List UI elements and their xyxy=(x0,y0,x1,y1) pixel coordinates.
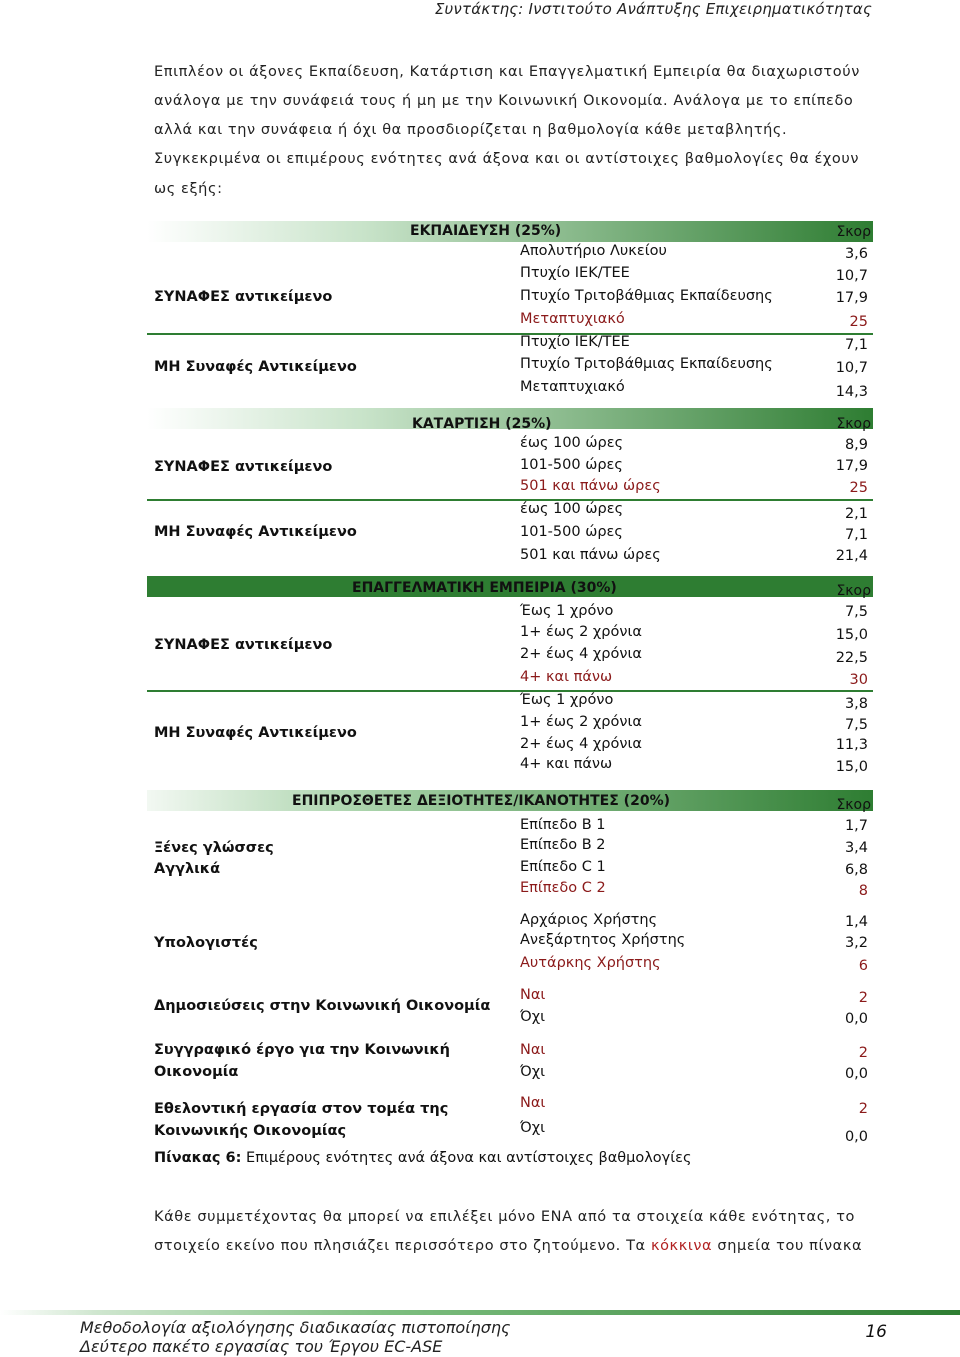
option-label-highlight: Ναι xyxy=(520,1042,546,1058)
computers-label: Υπολογιστές xyxy=(154,935,258,951)
writing-label: Συγγραφικό έργο για την Κοινωνική xyxy=(154,1042,450,1058)
score-value-highlight: 25 xyxy=(849,480,868,496)
option-label: 2+ έως 4 χρόνια xyxy=(520,736,642,752)
intro-line: Συγκεκριμένα οι επιμέρους ενότητες ανά άξονα και οι αντίστοιχες βαθμολογίες θα έχουν xyxy=(154,151,860,167)
languages-label: Ξένες γλώσσες xyxy=(154,840,274,856)
score-value-highlight: 30 xyxy=(849,672,868,688)
volunteer-label: Εθελοντική εργασία στον τομέα της xyxy=(154,1101,449,1117)
skor-label: Σκορ xyxy=(836,583,871,599)
option-label: 101-500 ώρες xyxy=(520,457,623,473)
intro-line: ανάλογα με την συνάφειά τους ή μη με την Κοινωνική Οικονομία. Ανάλογα με το επίπεδο xyxy=(154,93,854,109)
education-title: ΕΚΠΑΙΔΕΥΣΗ (25%) xyxy=(410,223,562,239)
footer-subtitle: Δεύτερο πακέτο εργασίας του Έργου EC-ASE xyxy=(80,1337,443,1356)
option-label: Απολυτήριο Λυκείου xyxy=(520,243,667,259)
score-value-highlight: 2 xyxy=(858,990,868,1006)
score-value: 10,7 xyxy=(835,268,868,284)
score-value: 6,8 xyxy=(844,862,868,878)
related-subject-label: ΣΥΝΑΦΕΣ αντικείμενο xyxy=(154,459,333,475)
score-value: 14,3 xyxy=(835,384,868,400)
option-label: Μεταπτυχιακό xyxy=(520,379,625,395)
score-value: 11,3 xyxy=(835,737,868,753)
intro-line: Επιπλέον οι άξονες Εκπαίδευση, Κατάρτιση και Επαγγελματική Εμπειρία θα διαχωριστούν xyxy=(154,64,860,80)
outro-text: στοιχείο εκείνο που πλησιάζει περισσότερο στο ζητούμενο. Τα xyxy=(154,1238,651,1254)
option-label: Επίπεδο C 1 xyxy=(520,859,606,875)
group-divider xyxy=(147,499,873,501)
option-label: 2+ έως 4 χρόνια xyxy=(520,646,642,662)
education-header-band xyxy=(147,221,873,242)
skor-label: Σκορ xyxy=(836,797,871,813)
english-label: Αγγλικά xyxy=(154,861,221,877)
option-label: Πτυχίο ΙΕΚ/ΤΕΕ xyxy=(520,265,630,281)
option-label: Πτυχίο ΙΕΚ/ΤΕΕ xyxy=(520,334,630,350)
score-value: 7,1 xyxy=(844,337,868,353)
score-value-highlight: 6 xyxy=(858,958,868,974)
writing-label-cont: Οικονομία xyxy=(154,1064,239,1080)
score-value: 17,9 xyxy=(835,290,868,306)
option-label-highlight: Ναι xyxy=(520,987,546,1003)
score-value: 15,0 xyxy=(835,627,868,643)
score-value: 2,1 xyxy=(844,506,868,522)
score-value: 15,0 xyxy=(835,759,868,775)
score-value: 7,5 xyxy=(844,717,868,733)
score-value: 17,9 xyxy=(835,458,868,474)
option-label: Αρχάριος Χρήστης xyxy=(520,912,658,928)
volunteer-label-cont: Κοινωνικής Οικονομίας xyxy=(154,1123,347,1139)
score-value-highlight: 25 xyxy=(849,314,868,330)
score-value: 0,0 xyxy=(844,1066,868,1082)
skills-title: ΕΠΙΠΡΟΣΘΕΤΕΣ ΔΕΞΙΟΤΗΤΕΣ/ΙΚΑΝΟΤΗΤΕΣ (20%) xyxy=(292,793,670,809)
score-value: 0,0 xyxy=(844,1011,868,1027)
score-value: 3,8 xyxy=(844,696,868,712)
outro-line: Κάθε συμμετέχοντας θα μπορεί να επιλέξει μόνο ΕΝΑ από τα στοιχεία κάθε ενότητας, το xyxy=(154,1209,856,1225)
publications-label: Δημοσιεύσεις στην Κοινωνική Οικονομία xyxy=(154,998,491,1014)
option-label-highlight: 501 και πάνω ώρες xyxy=(520,478,661,494)
group-divider xyxy=(147,690,873,692)
option-label: έως 100 ώρες xyxy=(520,435,624,451)
caption-text: Επιμέρους ενότητες ανά άξονα και αντίστοιχες βαθμολογίες xyxy=(241,1150,692,1166)
score-value: 3,2 xyxy=(844,935,868,951)
option-label: Έως 1 χρόνο xyxy=(520,692,614,708)
option-label: Ανεξάρτητος Χρήστης xyxy=(520,932,686,948)
outro-red-word: κόκκινα xyxy=(650,1238,713,1254)
score-value-highlight: 2 xyxy=(858,1045,868,1061)
score-value: 10,7 xyxy=(835,360,868,376)
option-label: 1+ έως 2 χρόνια xyxy=(520,624,642,640)
score-value: 1,4 xyxy=(844,914,868,930)
unrelated-subject-label: ΜΗ Συναφές Αντικείμενο xyxy=(154,725,357,741)
score-value: 7,1 xyxy=(844,527,868,543)
option-label: 101-500 ώρες xyxy=(520,524,623,540)
skor-label: Σκορ xyxy=(836,416,871,432)
table-caption xyxy=(154,1150,692,1166)
option-label: Όχι xyxy=(520,1064,546,1080)
option-label: 4+ και πάνω xyxy=(520,756,613,772)
group-divider xyxy=(147,333,873,335)
option-label: Όχι xyxy=(520,1120,546,1136)
score-value: 22,5 xyxy=(835,650,868,666)
unrelated-subject-label: ΜΗ Συναφές Αντικείμενο xyxy=(154,359,357,375)
score-value-highlight: 8 xyxy=(858,883,868,899)
outro-line xyxy=(154,1238,862,1254)
skills-header-band xyxy=(147,790,873,811)
option-label-highlight: Αυτάρκης Χρήστης xyxy=(520,955,661,971)
option-label-highlight: Ναι xyxy=(520,1095,546,1111)
option-label: Επίπεδο Β 2 xyxy=(520,837,606,853)
caption-number: Πίνακας 6: xyxy=(154,1150,242,1166)
option-label: Έως 1 χρόνο xyxy=(520,603,614,619)
training-header-band xyxy=(147,408,873,432)
score-value: 21,4 xyxy=(835,548,868,564)
option-label: Επίπεδο Β 1 xyxy=(520,817,606,833)
option-label: Όχι xyxy=(520,1009,546,1025)
option-label: Πτυχίο Τριτοβάθμιας Εκπαίδευσης xyxy=(520,288,773,304)
score-value: 3,4 xyxy=(844,840,868,856)
page-header: Συντάκτης: Ινστιτούτο Ανάπτυξης Επιχειρηματικότητας xyxy=(434,0,872,18)
score-value: 0,0 xyxy=(844,1129,868,1145)
outro-text: σημεία του πίνακα xyxy=(712,1238,863,1254)
intro-line: αλλά και την συνάφεια ή όχι θα προσδιορίζεται η βαθμολογία κάθε μεταβλητής. xyxy=(154,122,788,138)
option-label: 1+ έως 2 χρόνια xyxy=(520,714,642,730)
option-label-highlight: Επίπεδο C 2 xyxy=(520,880,606,896)
related-subject-label: ΣΥΝΑΦΕΣ αντικείμενο xyxy=(154,289,333,305)
score-value: 3,6 xyxy=(844,246,868,262)
skor-label: Σκορ xyxy=(836,224,871,240)
option-label: Πτυχίο Τριτοβάθμιας Εκπαίδευσης xyxy=(520,356,773,372)
option-label-highlight: Μεταπτυχιακό xyxy=(520,311,625,327)
score-value: 1,7 xyxy=(844,818,868,834)
option-label: έως 100 ώρες xyxy=(520,501,624,517)
score-value-highlight: 2 xyxy=(858,1101,868,1117)
intro-line: ως εξής: xyxy=(154,181,223,197)
score-value: 7,5 xyxy=(844,604,868,620)
footer-bar xyxy=(0,1310,960,1315)
experience-title: ΕΠΑΓΓΕΛΜΑΤΙΚΗ ΕΜΠΕΙΡΙΑ (30%) xyxy=(352,580,617,596)
training-title: ΚΑΤΑΡΤΙΣΗ (25%) xyxy=(412,416,552,432)
experience-header-band xyxy=(147,576,873,597)
score-value: 8,9 xyxy=(844,437,868,453)
related-subject-label: ΣΥΝΑΦΕΣ αντικείμενο xyxy=(154,637,333,653)
option-label: 501 και πάνω ώρες xyxy=(520,547,661,563)
footer-title: Μεθοδολογία αξιολόγησης διαδικασίας πιστοποίησης xyxy=(80,1318,511,1337)
unrelated-subject-label: ΜΗ Συναφές Αντικείμενο xyxy=(154,524,357,540)
page-number: 16 xyxy=(865,1322,887,1342)
option-label-highlight: 4+ και πάνω xyxy=(520,669,613,685)
